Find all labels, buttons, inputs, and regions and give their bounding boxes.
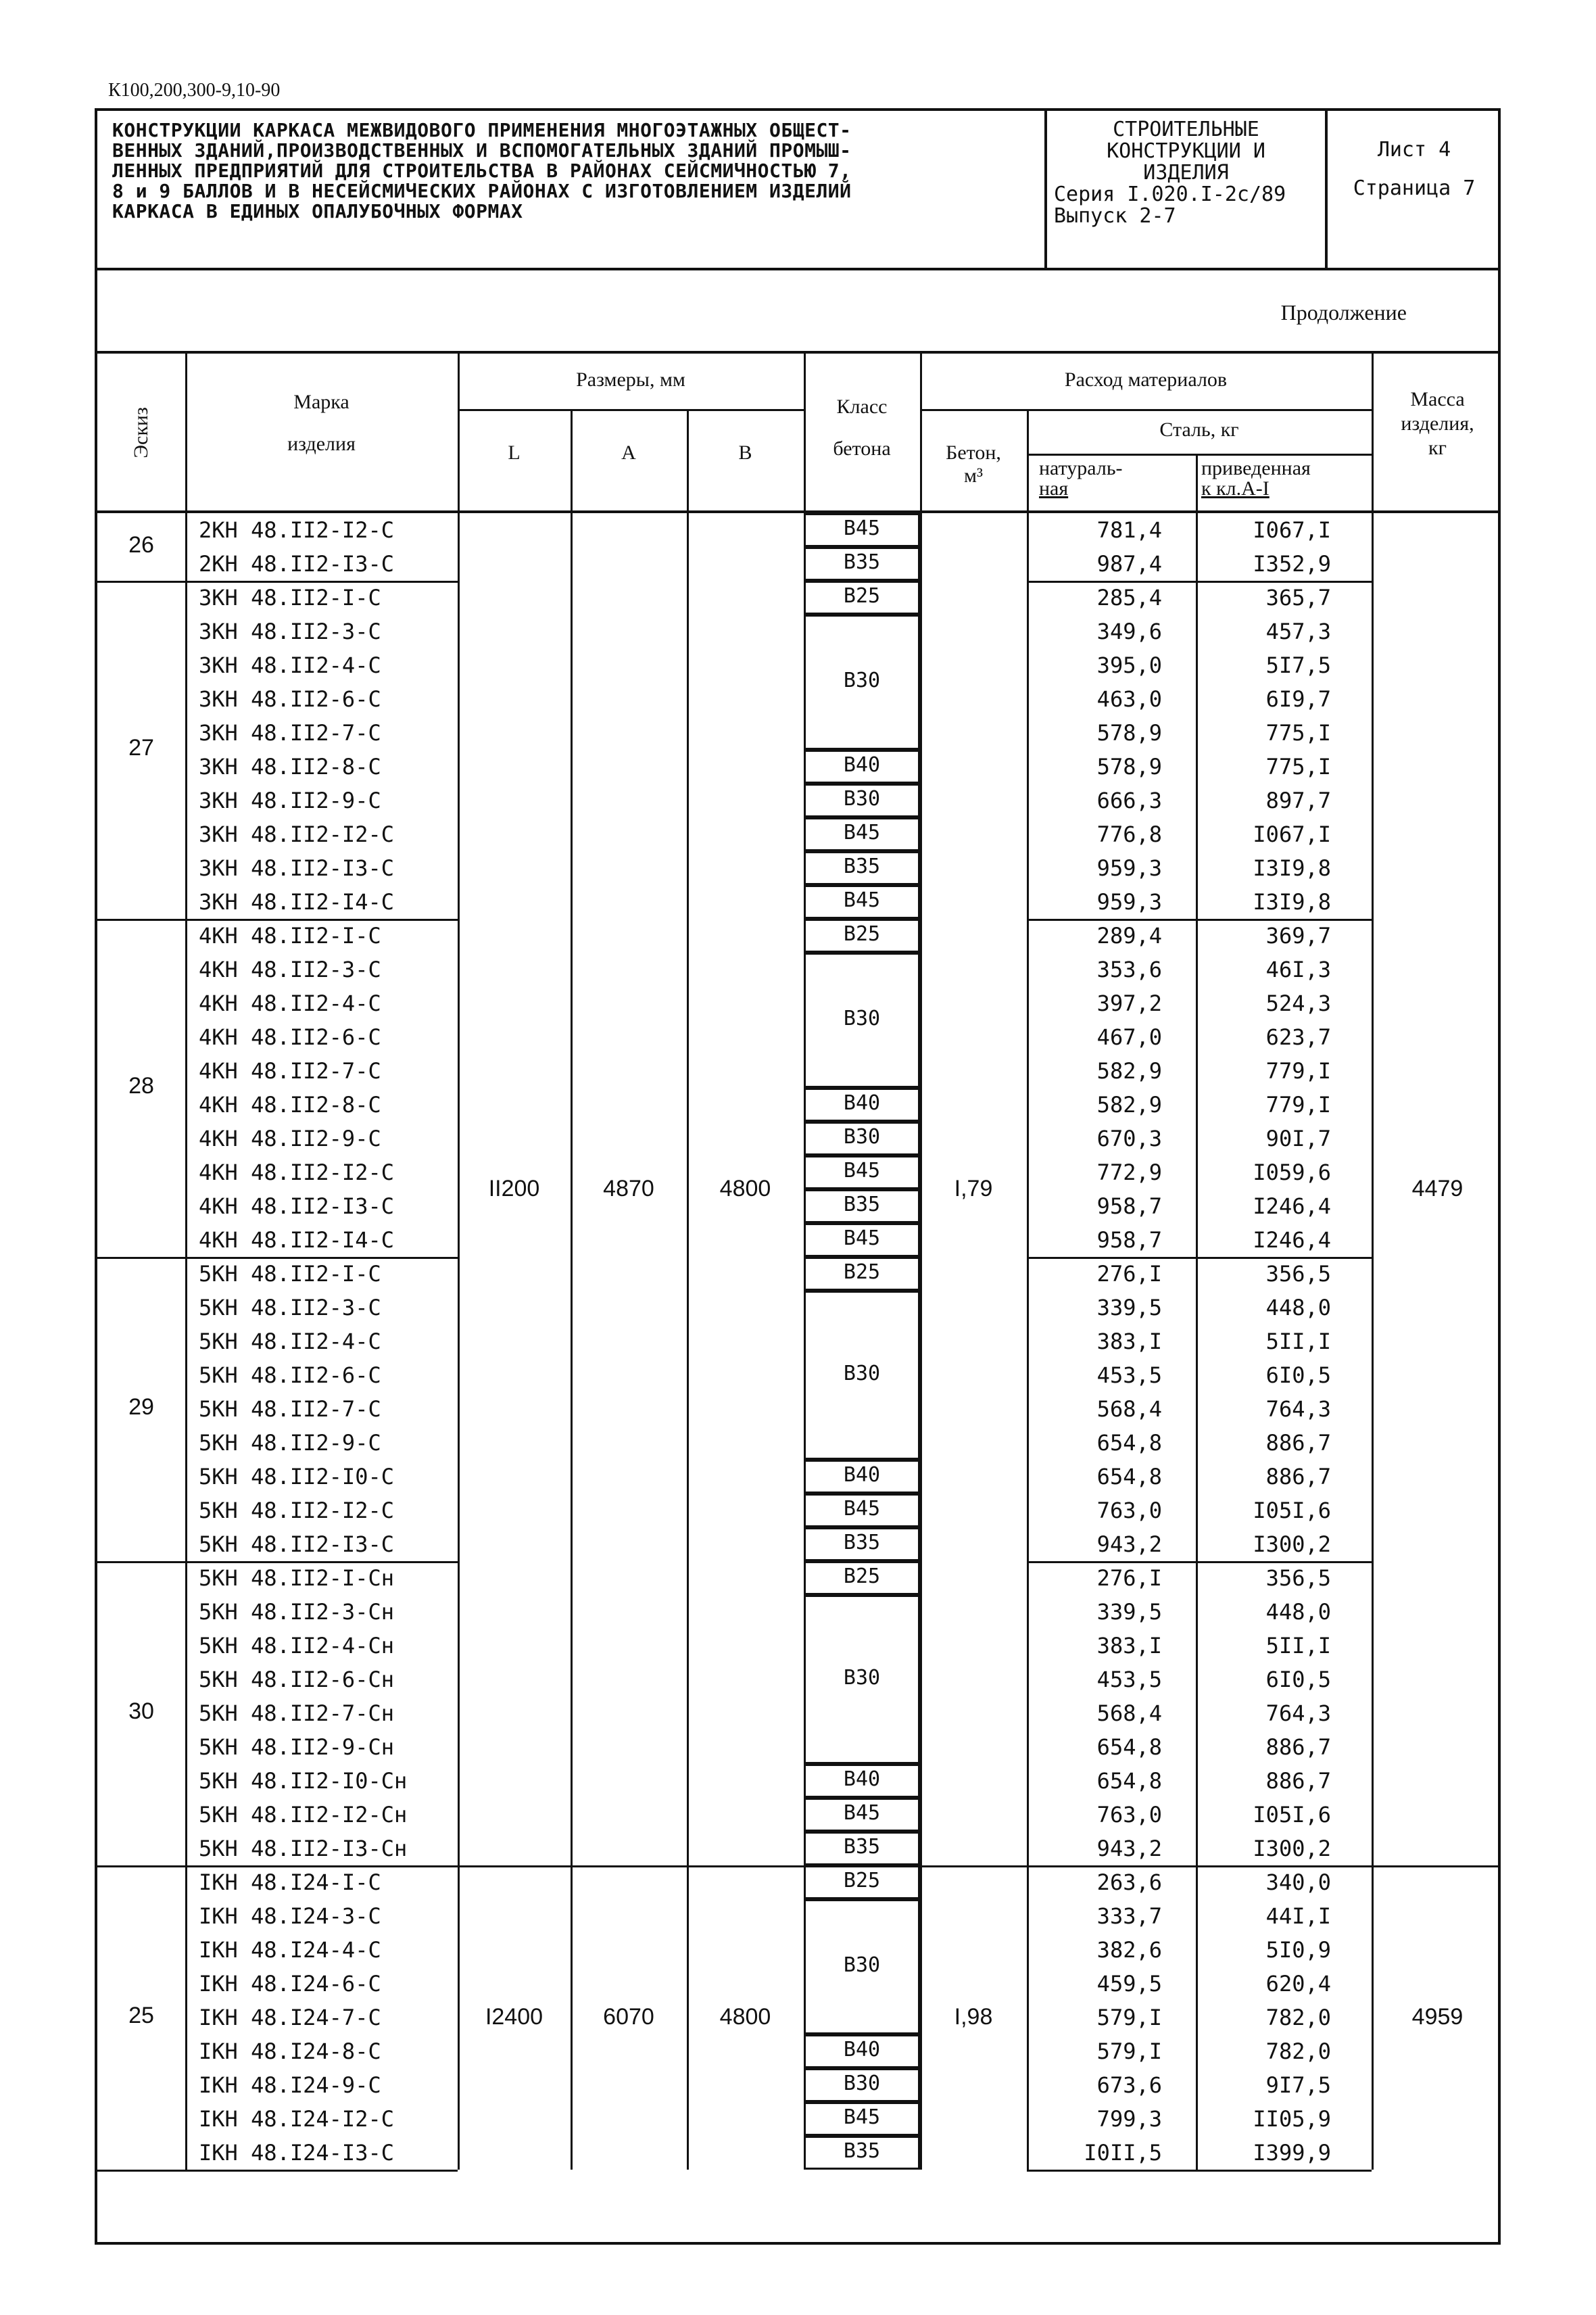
steel-natural: 353,6 [1096,957,1162,982]
header-eskiz [97,394,185,469]
grid-line [1027,581,1372,583]
sheet-number: Лист 4 [1377,138,1451,162]
steel-natural: 463,0 [1096,686,1162,712]
grid-line [97,1865,1501,1867]
concrete-class: B40 [843,2038,881,2061]
steel-natural: 959,3 [1096,889,1162,915]
header-beton-line1: Бетон, [946,441,1001,464]
steel-reduced: 6I0,5 [1265,1362,1331,1388]
header-klass [804,396,920,460]
product-mark: 5КН 48.II2-I2-Сн [199,1802,408,1828]
size-A: 4870 [603,1176,654,1201]
product-mark: 3КН 48.II2-6-С [199,686,381,712]
steel-reduced: 356,5 [1265,1261,1331,1287]
steel-natural: 383,I [1096,1633,1162,1658]
steel-reduced: 9I7,5 [1265,2072,1331,2098]
concrete-class: B45 [843,1497,881,1521]
concrete-class: B45 [843,2105,881,2129]
grid-line [920,409,1372,411]
steel-natural: 772,9 [1096,1160,1162,1185]
product-mark: 5КН 48.II2-I-С [199,1261,381,1287]
steel-natural: I0II,5 [1084,2140,1162,2166]
grid-line [1027,513,1029,2170]
grid-line [97,919,458,921]
steel-reduced: 6I0,5 [1265,1667,1331,1692]
product-mark: 5КН 48.II2-I3-С [199,1531,394,1557]
steel-natural: 582,9 [1096,1092,1162,1118]
size-A: 6070 [603,2004,654,2030]
header-priv-line2: к кл.А-I [1201,477,1269,500]
product-mark: 3КН 48.II2-9-С [199,788,381,813]
steel-reduced: 764,3 [1265,1396,1331,1422]
steel-reduced: 340,0 [1265,1869,1331,1895]
steel-reduced: I05I,6 [1253,1802,1331,1828]
steel-natural: 285,4 [1096,585,1162,611]
product-mark: 3КН 48.II2-I-С [199,585,381,611]
concrete-class: B30 [843,1666,881,1690]
product-mark: 5КН 48.II2-6-С [199,1362,381,1388]
section-line: СТРОИТЕЛЬНЫЕ [1113,118,1259,141]
product-mark: IКН 48.I24-7-С [199,2005,381,2030]
concrete-class: B35 [843,855,881,878]
product-mark: 3КН 48.II2-I3-С [199,855,394,881]
size-L: II200 [488,1176,540,1201]
steel-natural: 339,5 [1096,1599,1162,1625]
steel-natural: 276,I [1096,1261,1162,1287]
product-mark: 4КН 48.II2-I2-С [199,1160,394,1185]
product-mark: 5КН 48.II2-3-Сн [199,1599,394,1625]
grid-line [1027,454,1372,456]
steel-natural: 958,7 [1096,1227,1162,1253]
product-mark: 2КН 48.II2-I2-С [199,517,394,543]
grid-line [97,1561,458,1563]
steel-reduced: 44I,I [1265,1903,1331,1929]
concrete-class: B40 [843,753,881,777]
grid-line [97,581,458,583]
product-mark: 5КН 48.II2-I0-Сн [199,1768,408,1794]
title-line: ВЕННЫХ ЗДАНИЙ,ПРОИЗВОДСТВЕННЫХ И ВСПОМОГАТЕЛЬНЫХ ЗДАНИЙ ПРОМЫШ- [112,139,852,162]
steel-natural: 339,5 [1096,1295,1162,1320]
title-line: 8 и 9 БАЛЛОВ И В НЕСЕЙСМИЧЕСКИХ РАЙОНАХ С ИЗГОТОВЛЕНИЕМ ИЗДЕЛИЙ [112,180,852,202]
concrete-class: B25 [843,584,881,608]
steel-reduced: 6I9,7 [1265,686,1331,712]
steel-natural: 799,3 [1096,2106,1162,2132]
header-L: L [508,441,521,464]
steel-natural: 568,4 [1096,1396,1162,1422]
steel-reduced: 775,I [1265,720,1331,746]
grid-line [458,409,804,411]
steel-reduced: I3I9,8 [1253,855,1331,881]
steel-natural: 568,4 [1096,1700,1162,1726]
product-mark: 3КН 48.II2-I2-С [199,821,394,847]
header-stal: Сталь, кг [1159,419,1239,441]
product-mark: 2КН 48.II2-I3-С [199,551,394,577]
concrete-class: B45 [843,1159,881,1183]
steel-reduced: I300,2 [1253,1836,1331,1861]
steel-natural: 579,I [1096,2038,1162,2064]
grid-line [185,513,187,2170]
concrete-class: B30 [843,1125,881,1149]
grid-line [687,513,689,2170]
steel-reduced: I246,4 [1253,1227,1331,1253]
sheet-frame [95,108,1501,2245]
title-description [97,111,1047,268]
continuation-label: Продолжение [1280,300,1407,325]
concrete-class: B45 [843,1226,881,1250]
eskiz-number: 30 [128,1698,154,1724]
header-massa [1372,387,1503,460]
eskiz-number: 28 [128,1073,154,1099]
steel-reduced: 90I,7 [1265,1126,1331,1151]
steel-reduced: I246,4 [1253,1193,1331,1219]
concrete-class: B30 [843,1007,881,1030]
steel-natural: 579,I [1096,2005,1162,2030]
product-mark: IКН 48.I24-6-С [199,1971,381,1997]
steel-natural: 670,3 [1096,1126,1162,1151]
steel-natural: 673,6 [1096,2072,1162,2098]
steel-reduced: I059,6 [1253,1160,1331,1185]
grid-line [571,513,573,2170]
steel-natural: 453,5 [1096,1362,1162,1388]
concrete-class: B30 [843,669,881,692]
product-mark: 4КН 48.II2-6-С [199,1024,381,1050]
steel-natural: 578,9 [1096,720,1162,746]
product-mark: 4КН 48.II2-8-С [199,1092,381,1118]
size-B: 4800 [719,1176,771,1201]
product-mark: 5КН 48.II2-3-С [199,1295,381,1320]
concrete-class: B45 [843,888,881,912]
title-line: ЛЕННЫХ ПРЕДПРИЯТИЙ ДЛЯ СТРОИТЕЛЬСТВА В РАЙОНАХ СЕЙСМИЧНОСТЬЮ 7, [112,160,852,182]
steel-reduced: 620,4 [1265,1971,1331,1997]
steel-natural: 666,3 [1096,788,1162,813]
steel-reduced: I352,9 [1253,551,1331,577]
steel-reduced: 356,5 [1265,1565,1331,1591]
header-sizes: Размеры, мм [576,368,685,391]
product-mark: 4КН 48.II2-I4-С [199,1227,394,1253]
steel-reduced: 369,7 [1265,923,1331,949]
product-mark: IКН 48.I24-3-С [199,1903,381,1929]
product-mark: 4КН 48.II2-7-С [199,1058,381,1084]
grid-line [1027,1561,1372,1563]
concrete-class: B40 [843,1091,881,1115]
steel-reduced: 886,7 [1265,1464,1331,1489]
materials-table [97,351,1498,2166]
steel-reduced: 779,I [1265,1092,1331,1118]
eskiz-number: 27 [128,735,154,761]
steel-reduced: 448,0 [1265,1295,1331,1320]
steel-natural: 654,8 [1096,1734,1162,1760]
concrete-class: B45 [843,821,881,844]
product-mark: IКН 48.I24-8-С [199,2038,381,2064]
concrete-class: B25 [843,1869,881,1892]
concrete-class: B45 [843,517,881,540]
header-massa-line1: Масса [1410,388,1465,410]
product-mark: IКН 48.I24-I3-С [199,2140,394,2166]
steel-reduced: 764,3 [1265,1700,1331,1726]
product-mark: 5КН 48.II2-I-Сн [199,1565,394,1591]
concrete-volume: I,98 [954,2004,993,2030]
page-number: Страница 7 [1353,176,1476,200]
header-marka [185,391,458,456]
product-mark: 4КН 48.II2-4-С [199,991,381,1016]
product-mark: 4КН 48.II2-9-С [199,1126,381,1151]
steel-reduced: 5I7,5 [1265,652,1331,678]
concrete-class: B35 [843,1531,881,1554]
product-mark: 5КН 48.II2-4-С [199,1329,381,1354]
steel-natural: 943,2 [1096,1836,1162,1861]
product-mark: IКН 48.I24-9-С [199,2072,381,2098]
steel-natural: 349,6 [1096,619,1162,644]
steel-natural: 654,8 [1096,1768,1162,1794]
steel-natural: 781,4 [1096,517,1162,543]
size-B: 4800 [719,2004,771,2030]
product-mark: 5КН 48.II2-6-Сн [199,1667,394,1692]
header-marka-line2: изделия [287,433,356,455]
concrete-class: B30 [843,787,881,811]
product-mark: 3КН 48.II2-8-С [199,754,381,780]
steel-reduced: 775,I [1265,754,1331,780]
header-B: B [738,441,752,464]
steel-reduced: I05I,6 [1253,1498,1331,1523]
steel-natural: 263,6 [1096,1869,1162,1895]
steel-reduced: I067,I [1253,517,1331,543]
concrete-class: B35 [843,1193,881,1216]
grid-line [97,1257,458,1259]
steel-natural: 943,2 [1096,1531,1162,1557]
eskiz-number: 25 [128,2003,154,2028]
product-mark: 4КН 48.II2-I-С [199,923,381,949]
product-mark: 3КН 48.II2-3-С [199,619,381,644]
product-mark: 5КН 48.II2-4-Сн [199,1633,394,1658]
grid-line [1027,919,1372,921]
header-nat [1027,458,1196,499]
steel-natural: 453,5 [1096,1667,1162,1692]
concrete-class: B25 [843,922,881,946]
product-mark: 5КН 48.II2-9-С [199,1430,381,1456]
steel-reduced: 365,7 [1265,585,1331,611]
steel-natural: 959,3 [1096,855,1162,881]
steel-reduced: 782,0 [1265,2005,1331,2030]
concrete-class: B40 [843,1463,881,1487]
steel-reduced: 5II,I [1265,1329,1331,1354]
document-code: К100,200,300-9,10-90 [108,80,281,101]
product-mark: 3КН 48.II2-4-С [199,652,381,678]
product-mark: 5КН 48.II2-I2-С [199,1498,394,1523]
steel-natural: 763,0 [1096,1802,1162,1828]
grid-line [1027,1257,1372,1259]
product-mark: 4КН 48.II2-3-С [199,957,381,982]
steel-natural: 958,7 [1096,1193,1162,1219]
steel-natural: 382,6 [1096,1937,1162,1963]
table-header [97,354,1498,513]
concrete-class: B35 [843,550,881,574]
header-massa-line2: изделия, [1401,412,1474,435]
grid-line [920,513,922,2170]
product-mark: 5КН 48.II2-9-Сн [199,1734,394,1760]
steel-natural: 776,8 [1096,821,1162,847]
header-priv-line1: приведенная [1201,457,1311,479]
steel-natural: 987,4 [1096,551,1162,577]
eskiz-number: 26 [128,532,154,558]
product-mark: 5КН 48.II2-I0-С [199,1464,394,1489]
steel-natural: 654,8 [1096,1430,1162,1456]
header-nat-line1: натураль- [1039,457,1123,479]
title-block [97,111,1498,270]
concrete-class: B30 [843,1953,881,1977]
grid-line [1027,2170,1372,2172]
steel-natural: 276,I [1096,1565,1162,1591]
steel-reduced: 779,I [1265,1058,1331,1084]
steel-reduced: 782,0 [1265,2038,1331,2064]
steel-natural: 383,I [1096,1329,1162,1354]
steel-reduced: 886,7 [1265,1430,1331,1456]
concrete-class: B30 [843,2072,881,2095]
section-line: КОНСТРУКЦИИ И [1107,139,1265,163]
concrete-class: B35 [843,2139,881,2163]
eskiz-number: 29 [128,1394,154,1420]
steel-natural: 395,0 [1096,652,1162,678]
concrete-volume: I,79 [954,1176,993,1201]
steel-reduced: 5II,I [1265,1633,1331,1658]
header-marka-line1: Марка [293,391,349,413]
product-mark: 3КН 48.II2-I4-С [199,889,394,915]
steel-reduced: 448,0 [1265,1599,1331,1625]
steel-natural: 397,2 [1096,991,1162,1016]
steel-natural: 582,9 [1096,1058,1162,1084]
concrete-class: B30 [843,1362,881,1385]
steel-natural: 289,4 [1096,923,1162,949]
product-mark: 5КН 48.II2-7-Сн [199,1700,394,1726]
concrete-class: B25 [843,1260,881,1284]
steel-natural: 654,8 [1096,1464,1162,1489]
grid-line [1372,513,1374,2170]
grid-line [1196,513,1198,2170]
product-mark: 5КН 48.II2-I3-Сн [199,1836,408,1861]
steel-reduced: I067,I [1253,821,1331,847]
product-mark: 5КН 48.II2-7-С [199,1396,381,1422]
steel-reduced: I300,2 [1253,1531,1331,1557]
steel-reduced: 897,7 [1265,788,1331,813]
steel-reduced: 886,7 [1265,1768,1331,1794]
steel-reduced: 457,3 [1265,619,1331,644]
header-priv [1196,458,1372,499]
header-beton-unit: м³ [964,464,983,487]
steel-reduced: 524,3 [1265,991,1331,1016]
product-mark: 4КН 48.II2-I3-С [199,1193,394,1219]
title-sheet [1328,111,1501,268]
product-mass: 4959 [1411,2004,1464,2030]
steel-reduced: 5I0,9 [1265,1937,1331,1963]
header-beton [920,441,1027,487]
product-mark: IКН 48.I24-4-С [199,1937,381,1963]
header-klass-line2: бетона [833,437,891,460]
title-section [1047,111,1328,268]
title-line: КОНСТРУКЦИИ КАРКАСА МЕЖВИДОВОГО ПРИМЕНЕНИЯ МНОГОЭТАЖНЫХ ОБЩЕСТ- [112,119,852,141]
header-eskiz-text: Эскиз [129,407,152,458]
steel-natural: 578,9 [1096,754,1162,780]
grid-line [458,513,460,2170]
steel-reduced: I399,9 [1253,2140,1331,2166]
issue-label: Выпуск 2-7 [1054,204,1176,228]
header-rashod: Расход материалов [1064,368,1228,391]
steel-reduced: 623,7 [1265,1024,1331,1050]
header-massa-line3: кг [1428,437,1447,459]
title-line: КАРКАСА В ЕДИНЫХ ОПАЛУБОЧНЫХ ФОРМАХ [112,200,523,222]
header-A: A [621,441,636,464]
section-line: ИЗДЕЛИЯ [1143,161,1229,185]
grid-line [97,2170,458,2172]
product-mark: 3КН 48.II2-7-С [199,720,381,746]
concrete-class: B25 [843,1565,881,1588]
product-mass: 4479 [1411,1176,1464,1201]
header-nat-line2: ная [1039,477,1069,500]
product-mark: IКН 48.I24-I2-С [199,2106,394,2132]
steel-reduced: II05,9 [1253,2106,1331,2132]
steel-natural: 459,5 [1096,1971,1162,1997]
steel-reduced: 886,7 [1265,1734,1331,1760]
concrete-class: B45 [843,1801,881,1825]
steel-reduced: 46I,3 [1265,957,1331,982]
header-klass-line1: Класс [836,396,888,418]
steel-natural: 333,7 [1096,1903,1162,1929]
concrete-class: B35 [843,1835,881,1859]
steel-natural: 467,0 [1096,1024,1162,1050]
series-label: Серия I.020.I-2с/89 [1054,183,1286,206]
concrete-class: B40 [843,1767,881,1791]
steel-reduced: I3I9,8 [1253,889,1331,915]
steel-natural: 763,0 [1096,1498,1162,1523]
product-mark: IКН 48.I24-I-С [199,1869,381,1895]
size-L: I2400 [485,2004,543,2030]
